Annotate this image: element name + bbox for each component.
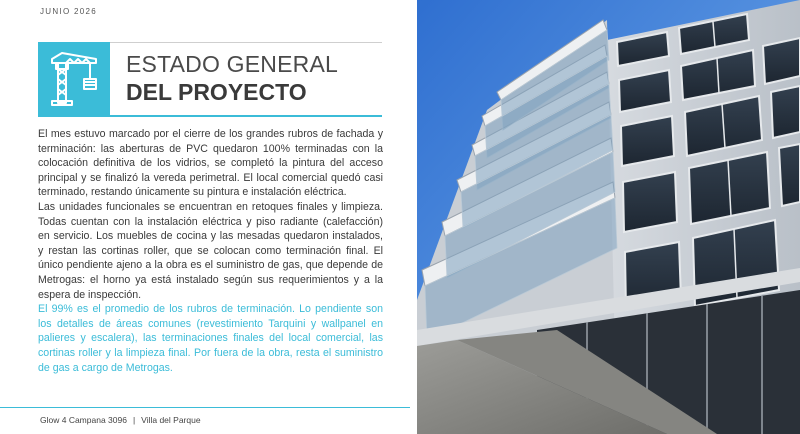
report-date: JUNIO 2026 (40, 7, 98, 16)
title-line-1: ESTADO GENERAL (126, 51, 338, 77)
section-header (38, 42, 382, 116)
footer-separator: | (132, 415, 136, 425)
paragraph-2: Las unidades funcionales se encuentran en retoques finales y limpieza. Todas cuentan con la instalación eléctrica y piso radiante (calefacción) en servicio. Los muebles de cocina y las mesadas quedaron instalados, y restan las cortinas roller, que se colocan como terminación final. El único pendiente ajeno a la obra es el suministro de gas, que depende de Metrogas: el horno ya está instalado según sus requerimientos y a la espera de inspección. (38, 200, 383, 301)
body-text (38, 127, 383, 375)
header-bottom-divider (38, 115, 382, 117)
title-line-2: DEL PROYECTO (126, 79, 307, 105)
construction-crane-icon (44, 49, 104, 109)
highlight-paragraph: El 99% es el promedio de los rubros de terminación. Lo pendiente son los detalles de áreas comunes (revestimiento Tarquini y wallpanel en palieres y escalera), las terminaciones finales del local comercial, las cortinas roller y la limpieza final. Por fuera de la obra, resta el suministro de gas a cargo de Metrogas. (38, 303, 383, 374)
footer-project: Glow 4 Campana 3096 (40, 415, 127, 425)
paragraph-1: El mes estuvo marcado por el cierre de los grandes rubros de fachada y terminación: las aberturas de PVC quedaron 100% terminadas con la colocación definitiva de los vidrios, se completó la pintura del acceso principal y se finalizó la vereda perimetral. El local comercial quedó casi terminado, restando únicamente su pintura e instalación eléctrica. (38, 128, 383, 199)
footer-divider (0, 407, 410, 408)
building-photo (417, 0, 800, 434)
icon-box (38, 42, 110, 116)
footer-location: Villa del Parque (141, 415, 201, 425)
footer (40, 415, 201, 425)
